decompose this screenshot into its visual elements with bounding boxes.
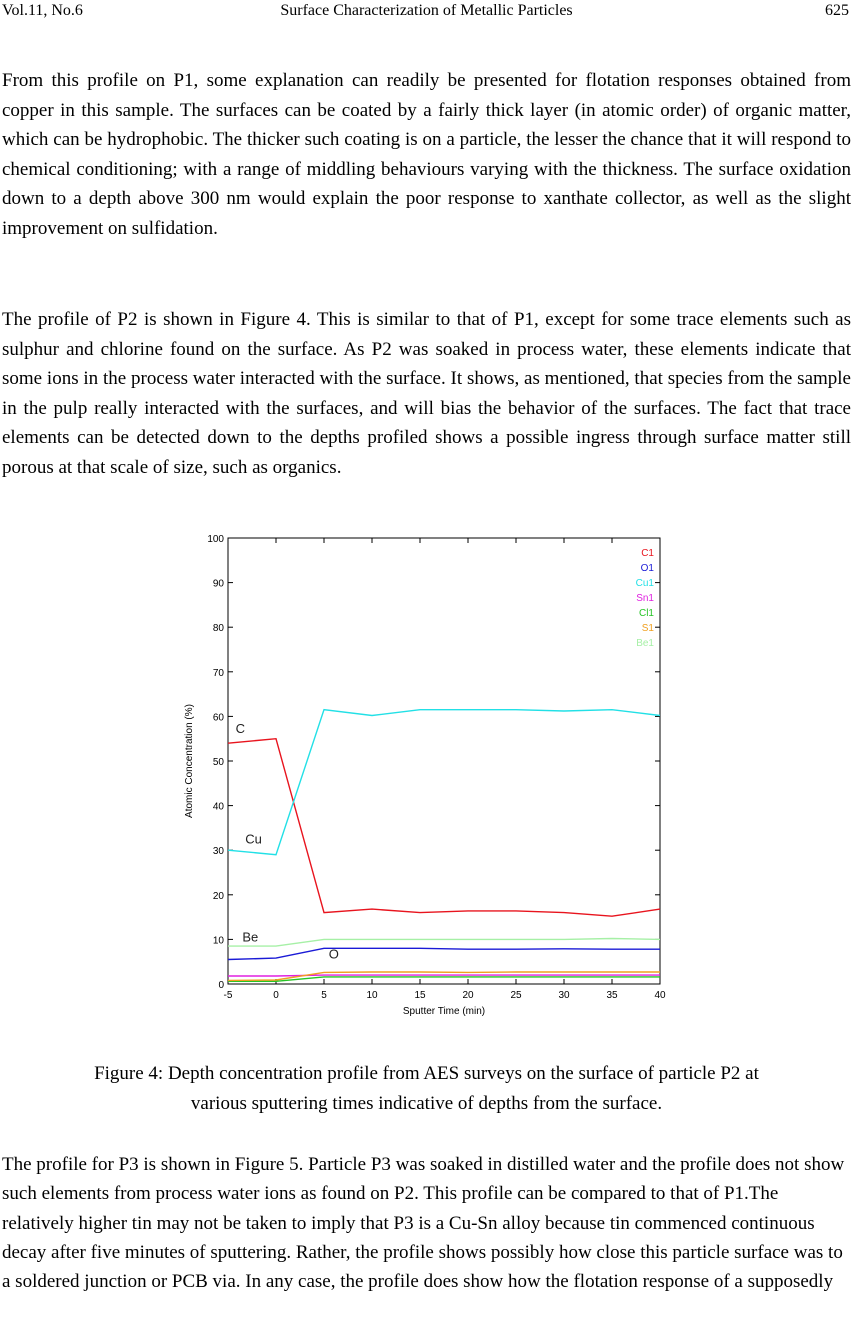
annotation-o: O [328,946,339,962]
legend-entry-c1: C1 [641,548,654,559]
y-tick-label: 50 [212,757,224,768]
page-number: 625 [825,2,849,19]
series-line-c1 [228,739,660,917]
plot-frame [228,538,660,984]
depth-profile-svg [178,530,673,1025]
y-tick-label: 40 [212,801,224,813]
x-tick-label: 40 [654,990,666,1001]
legend-entry-cu1: Cu1 [635,578,654,589]
paragraph-p1-explanation: From this profile on P1, some explanation can readily be presented for flotation responses obtained from copper in this sample. The surfaces can be coated by a fairly thick layer (in atomic order) of organic matter, which can be hydrophobic. The thicker such coating is on a particle, the lesser the chance that it will respond to chemical conditioning; with a range of middling behaviours varying with the thickness. The surface oxidation down to a depth above 300 nm would explain the poor response to xanthate collector, as well as the slight improvement on sulfidation. [2,70,851,239]
annotation-be: Be [242,929,259,945]
journal-volume: Vol.11, No.6 [2,2,83,19]
x-tick-label: 25 [510,990,522,1001]
y-tick-label: 100 [207,534,224,545]
y-tick-label: 90 [212,578,224,590]
legend-entry-be1: Be1 [636,638,654,649]
y-tick-label: 30 [212,846,224,858]
paragraph-p2-profile: The profile of P2 is shown in Figure 4. This is similar to that of P1, except for some trace elements such as sulphur and chlorine found on the surface. As P2 was soaked in process water, these elements indicate that some ions in the process water interacted with the surface. It shows, as mentioned, that species from the sample in the pulp really interacted with the surfaces, and will bias the behavior of the surfaces. The fact that trace elements can be detected down to the depths profiled shows a possible ingress through surface matter still porous at that scale of size, such as organics. [2,309,851,478]
x-tick-label: 15 [414,990,426,1001]
x-tick-label: 5 [321,990,327,1001]
paragraph-p3-profile: The profile for P3 is shown in Figure 5. Particle P3 was soaked in distilled water and the profile does not show such elements from process water ions as found on P2. This profile can be compared to that of P1.The relatively higher tin may not be taken to imply that P3 is a Cu-Sn alloy because tin commenced continuous decay after five minutes of sputtering. Rather, the profile shows possibly how close this particle surface was to a soldered junction or PCB via. In any case, the profile does show how the flotation response of a supposedly [2,1154,845,1293]
running-title: Surface Characterization of Metallic Particles [280,2,573,19]
caption-line-2: various sputtering times indicative of depths from the surface. [190,1093,663,1114]
figure-caption [0,1059,853,1119]
x-tick-label: 0 [273,990,279,1001]
y-axis-label: Atomic Concentration (%) [184,704,195,818]
annotation-cu: Cu [245,831,262,847]
y-tick-label: 60 [212,712,224,724]
y-tick-label: 0 [218,980,224,991]
series-line-sn1 [228,975,660,976]
legend-entry-sn1: Sn1 [636,593,654,604]
y-tick-label: 20 [212,890,224,902]
annotation-c: C [235,720,246,736]
y-tick-label: 70 [212,667,224,679]
x-tick-label: 20 [462,990,474,1001]
x-tick-label: -5 [223,990,233,1001]
legend-entry-s1: S1 [641,623,654,634]
y-tick-label: 80 [212,623,224,635]
legend-entry-cl1: Cl1 [638,608,654,619]
caption-line-1: Figure 4: Depth concentration profile from AES surveys on the surface of particle P2 at [94,1063,759,1084]
legend-entry-o1: O1 [640,563,654,574]
figure-4-depth-profile-chart [178,530,673,1025]
series-line-cu1 [228,710,660,855]
x-tick-label: 35 [606,990,618,1001]
x-tick-label: 10 [366,990,378,1001]
series-line-be1 [228,939,660,947]
series-line-o1 [228,948,660,959]
x-tick-label: 30 [558,990,570,1001]
y-tick-label: 10 [212,935,224,947]
running-header [0,0,853,24]
x-axis-label: Sputter Time (min) [402,1006,486,1017]
